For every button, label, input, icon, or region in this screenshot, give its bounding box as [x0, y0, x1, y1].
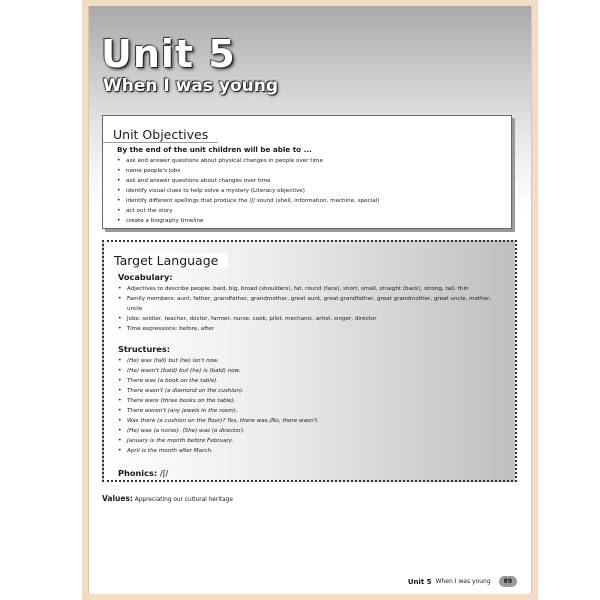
list-item: • There weren't (any jewels in the room). [118, 406, 498, 416]
target-language-heading: Target Language [104, 253, 228, 268]
list-item: • identify different spellings that produce the /ʃ/ sound (shell, information, machine, special) [117, 196, 507, 206]
list-item: • identify visual clues to help solve a mystery (Literacy objective) [117, 186, 507, 196]
list-item: • January is the month before February. [118, 436, 498, 446]
list-item: • create a biography timeline [117, 216, 507, 226]
list-item: • act out the story [117, 206, 507, 216]
vocabulary-heading: Vocabulary: [118, 272, 173, 282]
list-item: • Was there (a cushion on the floor)? Yes, there was./No, there wasn't. [118, 416, 498, 426]
vocabulary-list [118, 284, 498, 334]
phonics-value: /ʃ/ [159, 468, 169, 478]
list-item: • April is the month after March. [118, 446, 498, 456]
phonics-heading: Phonics: [118, 468, 158, 478]
unit-title: Unit 5 [101, 32, 236, 76]
list-item: • There was (a book on the table). [118, 376, 498, 386]
footer-unit: Unit 5 [407, 577, 432, 586]
values-text: Appreciating our cultural heritage [134, 497, 233, 503]
objectives-list [117, 156, 507, 226]
list-item: • (He) wasn't (bald) but (he) is (bald) now. [118, 366, 498, 376]
unit-objectives-box [102, 115, 512, 229]
list-item: • ask and answer questions about changes over time [117, 176, 507, 186]
footer-title: When I was young [435, 578, 491, 585]
unit-subtitle: When I was young [103, 76, 278, 96]
list-item: • (He) was (tall) but (he) isn't now. [118, 356, 498, 366]
page-number: 89 [499, 576, 517, 587]
structures-list [118, 356, 498, 456]
values-label: Values: [102, 494, 133, 503]
values-line [102, 494, 233, 503]
objectives-heading: Unit Objectives [103, 127, 218, 143]
list-item: • ask and answer questions about physical changes in people over time [117, 156, 507, 166]
list-item: • Family members: aunt, father, grandfather, grandmother, great aunt, great grandfather, great grandmother, great uncle, mother, uncle [118, 294, 498, 314]
target-language-box [102, 240, 517, 482]
list-item: • Jobs: soldier, teacher, doctor, farmer, nurse, cook, pilot, mechanic, artist, singer, director [118, 314, 498, 324]
list-item: • Time expressions: before, after [118, 324, 498, 334]
objectives-lead: By the end of the unit children will be able to ... [117, 145, 312, 154]
list-item: • There wasn't (a diamond on the cushion). [118, 386, 498, 396]
phonics-line [118, 468, 168, 478]
list-item: • name people's jobs [117, 166, 507, 176]
list-item: • Adjectives to describe people: bald, big, broad (shoulders), fat, round (face), short, small, straight (back), strong, tall, thin [118, 284, 498, 294]
page-frame [82, 0, 538, 600]
list-item: • There were (three books on the table). [118, 396, 498, 406]
list-item: • (He) was (a nurse). (She) was (a director). [118, 426, 498, 436]
structures-heading: Structures: [118, 344, 171, 354]
document-page [88, 6, 532, 594]
page-footer [408, 576, 517, 587]
